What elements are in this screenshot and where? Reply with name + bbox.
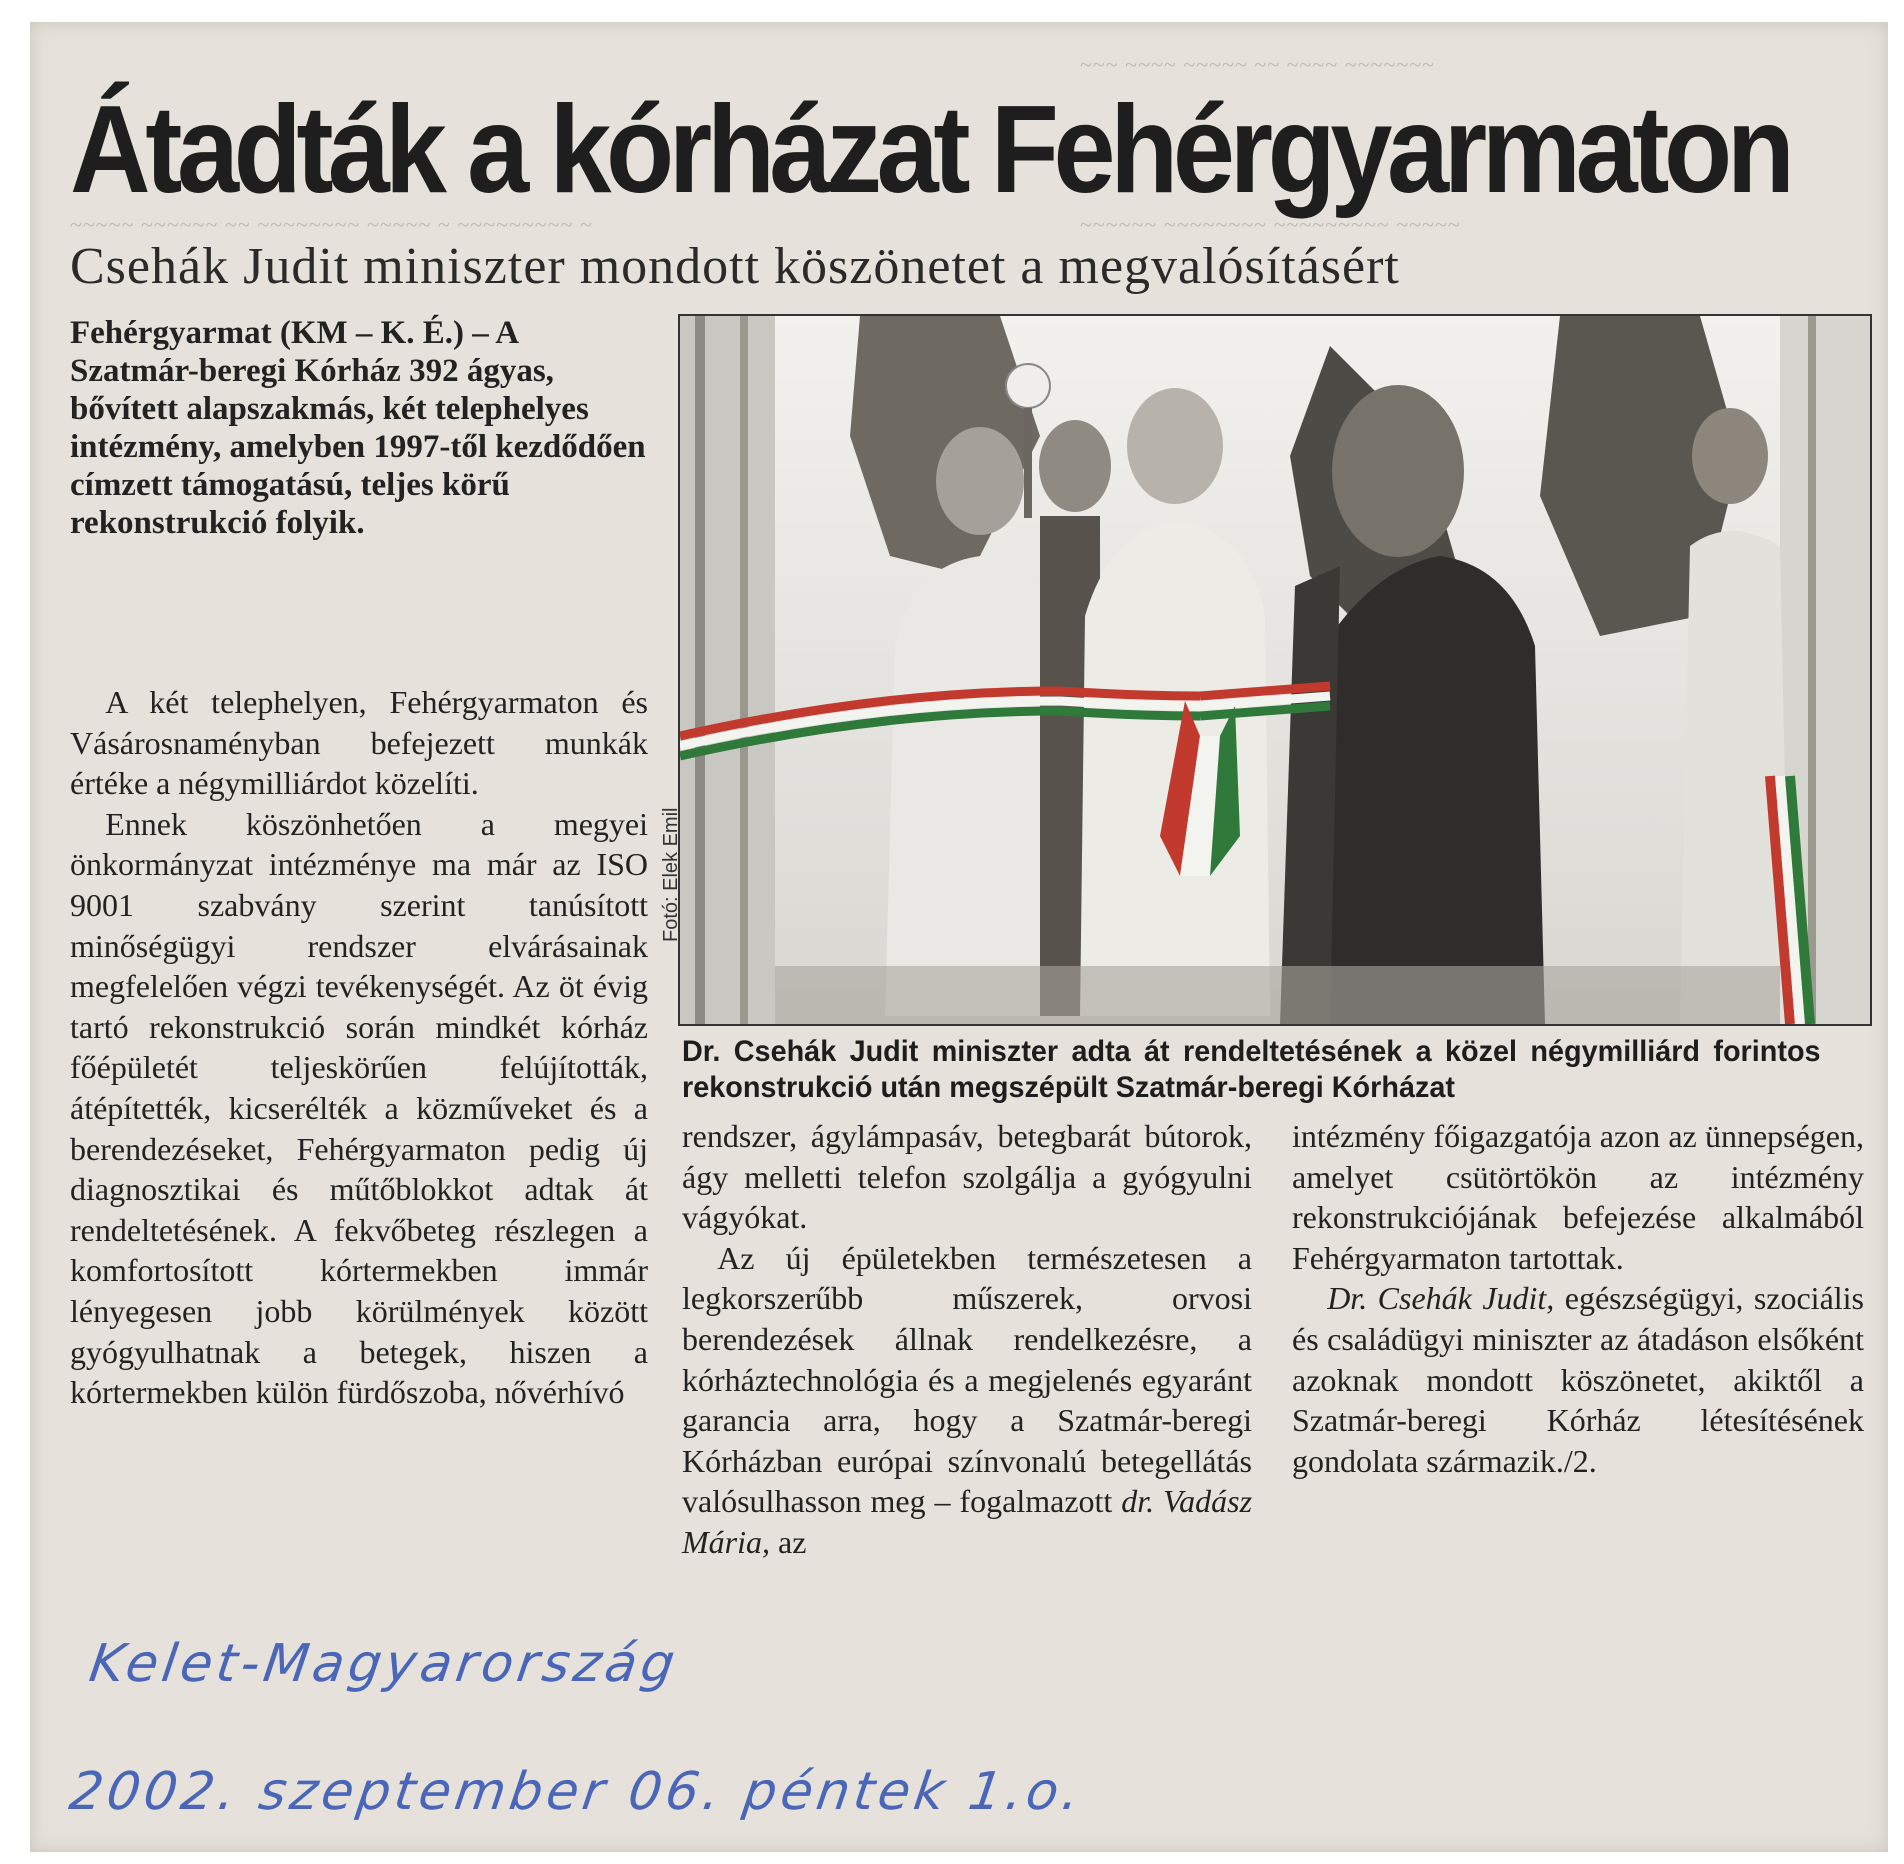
- handwritten-source: Kelet-Magyarország: [85, 1634, 683, 1694]
- bleed-through-text: ~~~ ~~~~ ~~~~~ ~~ ~~~~ ~~~~~~~: [1080, 52, 1436, 77]
- paragraph: Ennek köszönhetően a megyei önkormányzat intézménye ma már az ISO 9001 szabvány szerint tanúsított minőségügyi rendszer elvárásainak megfelelően végzi tevékenységét. Az öt évig tartó rekonstrukció során mindkét kórház főépületét teljeskörűen felújították, átépítették, kicserélték a közműveket és a berendezéseket, Fehérgyarmaton pedig új diagnosztikai és műtőblokkot adtak át rendeltetésének. A fekvőbeteg részlegen a komfortosított kórtermekben immár lényegesen jobb körülmények között gyógyulhatnak a betegek, hiszen a kórtermekben külön fürdőszoba, nővérhívó: [70, 805, 648, 1411]
- column-1: [70, 682, 648, 1413]
- bleed-through-text: ~~~~~ ~~~~~~ ~~ ~~~~~~~~ ~~~~~ ~ ~~~~~~~~~ ~: [70, 212, 593, 237]
- ribbon-cutting-photo: [680, 316, 1870, 1024]
- photo-caption: Dr. Csehák Judit miniszter adta át rendeltetésének a közel négymilliárd forintos rekonstrukció után megszépült Szatmár-beregi Kórházat: [682, 1035, 1821, 1104]
- paragraph: A két telephelyen, Fehérgyarmaton és Vásárosnaményban befejezett munkák értéke a négymilliárdot közelíti.: [70, 684, 648, 802]
- column-2: [682, 1116, 1252, 1563]
- paragraph: rendszer, ágylámpasáv, betegbarát bútorok, ágy melletti telefon szolgálja a gyógyulni vágyókat.: [682, 1118, 1252, 1236]
- paragraph: [1292, 1278, 1864, 1481]
- paragraph: intézmény főigazgatója azon az ünnepségen, amelyet csütörtökön az intézmény rekonstrukciójának befejezése alkalmából Fehérgyarmaton tartottak.: [1292, 1118, 1864, 1276]
- paragraph-end: az: [778, 1523, 807, 1560]
- person-name: Dr. Csehák Judit,: [1327, 1280, 1555, 1317]
- lead-paragraph: [70, 314, 648, 542]
- lead-text: Fehérgyarmat (KM – K. É.) – A Szatmár-beregi Kórház 392 ágyas, bővített alapszakmás, két telephelyes intézmény, amelyben 1997-től kezdődően címzett támogatású, teljes körű rekonstrukció folyik.: [70, 315, 646, 541]
- handwritten-date: 2002. szeptember 06. péntek 1.o.: [65, 1762, 1088, 1822]
- newspaper-clipping: [30, 22, 1888, 1852]
- photo-credit: Fotó: Elek Emil: [660, 807, 682, 942]
- photo: [678, 314, 1872, 1026]
- paragraph-text: Az új épületekben természetesen a legkorszerűbb műszerek, orvosi berendezések állnak rendelkezésre, a kórháztechnológia és a megjelenés egyaránt garancia arra, hogy a Szatmár-beregi Kórházban európai színvonalú betegellátás valósulhasson meg – fogalmazott: [682, 1239, 1252, 1520]
- headline: Átadták a kórházat Fehérgyarmaton: [70, 81, 1790, 219]
- paragraph-text: egészségügyi, szociális és családügyi miniszter az átadáson elsőként azoknak mondott köszönetet, akiktől a Szatmár-beregi Kórház létesítésének gondolata származik./2.: [1292, 1280, 1864, 1479]
- column-3: [1292, 1116, 1864, 1481]
- subheadline: Csehák Judit miniszter mondott köszönetet a megvalósításért: [70, 238, 1400, 295]
- bleed-through-text: ~~~~~~ ~~~~~~~~ ~~~~~~~~~ ~~~~~: [1080, 212, 1461, 237]
- person-name: dr. Vadász Mária,: [682, 1483, 1253, 1560]
- paragraph: [682, 1238, 1252, 1563]
